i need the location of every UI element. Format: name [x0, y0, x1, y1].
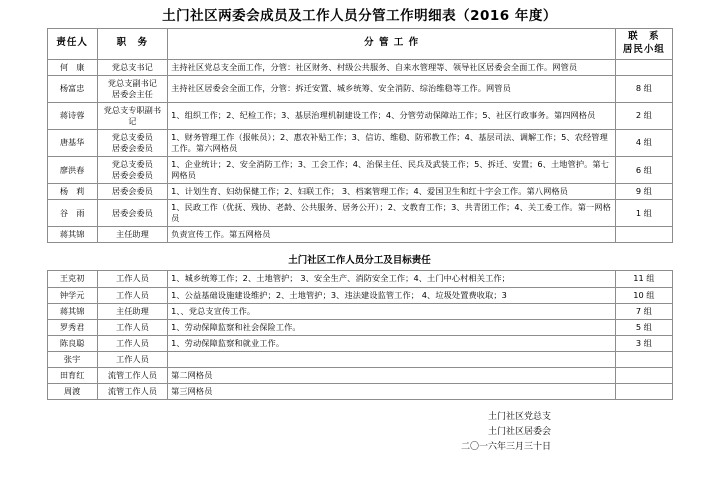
table-row: [47, 200, 672, 227]
table-row: [47, 75, 672, 102]
cell-work: 1、劳动保障监察和就业工作。: [168, 335, 616, 351]
table-row: [47, 303, 672, 319]
cell-work: 1、城乡统筹工作；2、土地管护； 3、安全生产、消防安全工作；4、土门中心村相关工作；: [168, 271, 616, 287]
cell-person: 杨 莉: [47, 184, 97, 200]
section-title-staff: 土门社区工作人员分工及目标责任: [288, 255, 431, 267]
cell-contact-group: 3 组: [616, 335, 672, 351]
page-title: 土门社区两委会成员及工作人员分管工作明细表（2016 年度）: [162, 8, 557, 24]
cell-contact-group: 4 组: [616, 129, 672, 156]
table-row: [47, 129, 672, 156]
cell-work: 1、公益基础设施建设维护；2、土地管护；3、违法建设监管工作； 4、垃圾处置费收取；3: [168, 287, 616, 303]
table-body-staff: [47, 271, 672, 400]
cell-person: 蒋诗蓉: [47, 102, 97, 129]
cell-post-line1: 党总支专职副书: [103, 104, 162, 115]
cell-contact-group: 8 组: [616, 75, 672, 102]
cell-post: 主任助理: [97, 303, 167, 319]
cell-post: 工作人员: [97, 351, 167, 367]
table-row: [47, 59, 672, 75]
cell-person: 罗秀君: [47, 319, 97, 335]
cell-work: 第二网格员: [168, 367, 616, 383]
cell-post: [97, 157, 167, 184]
cell-person: 杨富忠: [47, 75, 97, 102]
cell-post: 工作人员: [97, 287, 167, 303]
header-person: 责任人: [47, 29, 97, 60]
signature-party-branch: 土门社区党总支: [487, 411, 551, 422]
cell-work: 主持社区党总支全面工作，分管：社区财务、村级公共服务、自来水管理等、领导社区居委会全面工作。网管员: [168, 59, 616, 75]
cell-contact-group: [616, 383, 672, 399]
main-assignment-table: [47, 28, 673, 243]
cell-person: 钟学元: [47, 287, 97, 303]
cell-person: 蒋其锦: [47, 227, 97, 243]
signature-date: 二〇一六年三月三十日: [460, 441, 551, 452]
cell-post: 主任助理: [97, 227, 167, 243]
cell-contact-group: 7 组: [616, 303, 672, 319]
table-header-row: [47, 29, 672, 60]
cell-contact-group: 1 组: [616, 200, 672, 227]
header-contact-group-line1: 联 系: [628, 31, 660, 42]
table-row: [47, 287, 672, 303]
cell-contact-group: 2 组: [616, 102, 672, 129]
cell-post: 居委会委员: [97, 200, 167, 227]
cell-person: 田育红: [47, 367, 97, 383]
table-body-committee: [47, 59, 672, 243]
cell-post: 党总支书记: [97, 59, 167, 75]
table-row: [47, 367, 672, 383]
cell-post: 工作人员: [97, 319, 167, 335]
cell-person: 周渡: [47, 383, 97, 399]
header-work: 分 管 工 作: [168, 29, 616, 60]
cell-post-line1: 党总支委员: [111, 159, 153, 170]
cell-person: 陈良聪: [47, 335, 97, 351]
table-row: [47, 184, 672, 200]
cell-post: 流管工作人员: [97, 367, 167, 383]
staff-assignment-table: [47, 270, 673, 400]
table-row: [47, 319, 672, 335]
cell-post-line1: 党总支副书记: [107, 77, 157, 88]
cell-work: 1、财务管理工作（报帐员）；2、惠农补贴工作；3、信访、维稳、防邪教工作；4、基层司法、调解工作；5、农经管理工作。第六网格员: [168, 129, 616, 156]
cell-post-line2: 记: [128, 115, 137, 126]
cell-contact-group: [616, 227, 672, 243]
cell-post-line2: 居委会主任: [111, 88, 153, 99]
signature-residents-committee: 土门社区居委会: [487, 426, 551, 437]
cell-work: 主持社区居委会全面工作，分管：拆迁安置、城乡统筹、安全消防、综治维稳等工作。网管员: [168, 75, 616, 102]
cell-work: [168, 351, 616, 367]
cell-person: 唐基华: [47, 129, 97, 156]
header-post: 职 务: [97, 29, 167, 60]
cell-person: 张宇: [47, 351, 97, 367]
cell-post: 工作人员: [97, 335, 167, 351]
table-header: [47, 29, 672, 60]
cell-post-line2: 居委会委员: [111, 143, 153, 153]
cell-work: 1、组织工作；2、纪检工作；3、基层治理机制建设工作；4、分管劳动保障站工作；5、社区行政事务。第四网格员: [168, 102, 616, 129]
cell-contact-group: 9 组: [616, 184, 672, 200]
cell-person: 蒋其锦: [47, 303, 97, 319]
signature-block: [0, 410, 719, 455]
cell-post: [97, 75, 167, 102]
cell-work: 负责宣传工作。第五网格员: [168, 227, 616, 243]
cell-contact-group: [616, 59, 672, 75]
cell-post: 流管工作人员: [97, 383, 167, 399]
cell-work: 1、劳动保障监察和社会保险工作。: [168, 319, 616, 335]
table-row: [47, 335, 672, 351]
cell-contact-group: 6 组: [616, 157, 672, 184]
table-row: [47, 157, 672, 184]
cell-person: 何 康: [47, 59, 97, 75]
cell-work: 第三网格员: [168, 383, 616, 399]
cell-post: 居委会委员: [97, 184, 167, 200]
cell-post: [97, 129, 167, 156]
table-row: [47, 102, 672, 129]
cell-person: 王克初: [47, 271, 97, 287]
cell-work: 1、民政工作（优抚、残协、老龄、公共服务、居务公开）；2、文教育工作；3、共青团工作；4、关工委工作。第一网格员: [168, 200, 616, 227]
cell-contact-group: 10 组: [616, 287, 672, 303]
table-row: [47, 271, 672, 287]
cell-post: 工作人员: [97, 271, 167, 287]
table-row: [47, 383, 672, 399]
header-contact-group: [616, 29, 672, 60]
cell-post: [97, 102, 167, 129]
cell-contact-group: 11 组: [616, 271, 672, 287]
cell-post-line1: 党总支委员: [111, 131, 153, 142]
cell-post-line2: 居委会委员: [111, 170, 153, 181]
cell-contact-group: 5 组: [616, 319, 672, 335]
cell-person: 谷 雨: [47, 200, 97, 227]
cell-contact-group: [616, 351, 672, 367]
table-row: [47, 227, 672, 243]
cell-contact-group: [616, 367, 672, 383]
header-contact-group-line2: 居民小组: [622, 43, 665, 55]
cell-work: 1、、党总支宣传工作。: [168, 303, 616, 319]
cell-work: 1、企业统计；2、安全消防工作；3、工会工作；4、治保主任、民兵及武装工作；5、拆迁、安置；6、土地管护。第七网格员: [168, 157, 616, 184]
cell-work: 1、计划生育、妇幼保健工作；2、妇联工作； 3、档案管理工作；4、爱国卫生和红十字会工作。第八网格员: [168, 184, 616, 200]
cell-person: 廖洪春: [47, 157, 97, 184]
table-row: [47, 351, 672, 367]
